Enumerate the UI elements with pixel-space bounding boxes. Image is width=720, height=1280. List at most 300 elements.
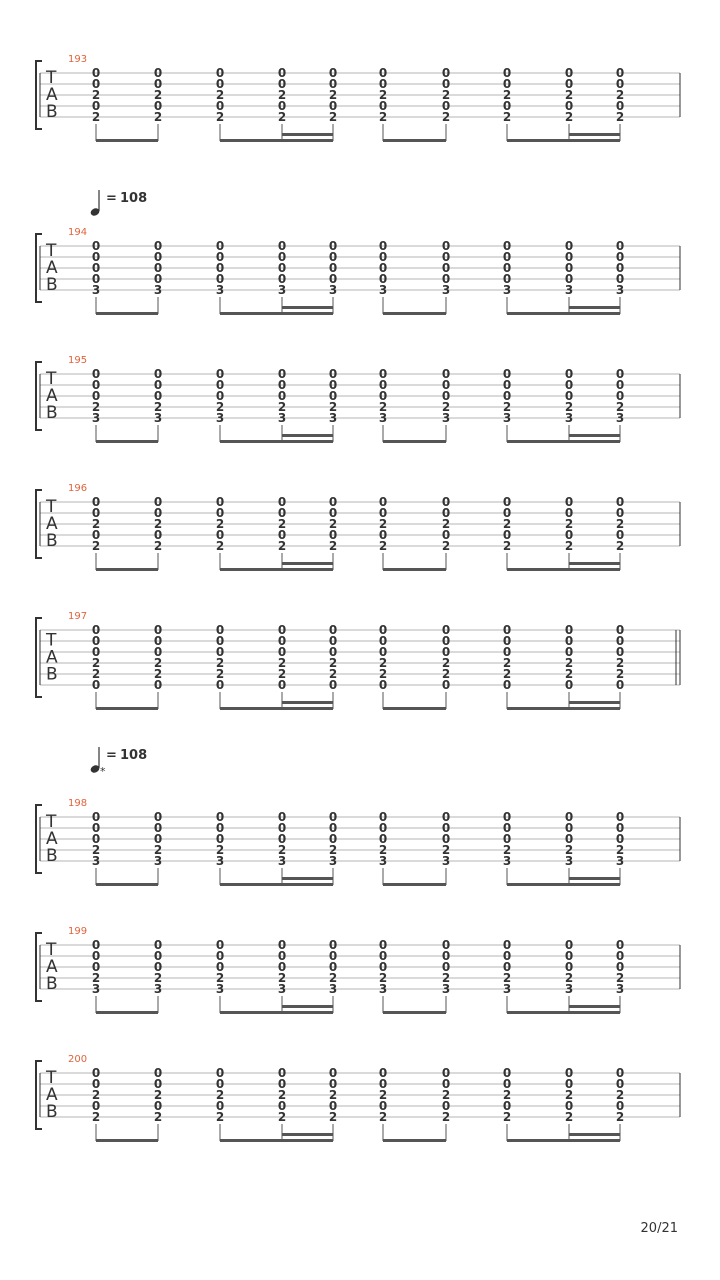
fret-number: 0 bbox=[153, 949, 163, 963]
secondary-beam bbox=[282, 133, 333, 136]
fret-number: 0 bbox=[328, 528, 338, 542]
fret-number: 0 bbox=[502, 261, 512, 275]
fret-number: 0 bbox=[564, 528, 574, 542]
fret-number: 0 bbox=[378, 821, 388, 835]
fret-number: 3 bbox=[502, 854, 512, 868]
tempo-equals: = bbox=[106, 191, 117, 206]
fret-number: 0 bbox=[91, 949, 101, 963]
beam bbox=[220, 883, 333, 886]
fret-number: 0 bbox=[215, 99, 225, 113]
fret-number: 0 bbox=[277, 506, 287, 520]
fret-number: 0 bbox=[215, 239, 225, 253]
fret-number: 0 bbox=[215, 66, 225, 80]
beam bbox=[96, 139, 158, 142]
fret-number: 2 bbox=[215, 667, 225, 681]
fret-number: 3 bbox=[215, 283, 225, 297]
fret-number: 0 bbox=[277, 261, 287, 275]
fret-number: 0 bbox=[615, 250, 625, 264]
fret-number: 3 bbox=[153, 982, 163, 996]
beam bbox=[383, 707, 446, 710]
fret-number: 2 bbox=[378, 400, 388, 414]
fret-number: 2 bbox=[215, 539, 225, 553]
fret-number: 0 bbox=[502, 810, 512, 824]
fret-number: 0 bbox=[441, 528, 451, 542]
fret-number: 0 bbox=[378, 678, 388, 692]
tab-clef-letter: A bbox=[46, 514, 58, 534]
fret-number: 0 bbox=[328, 239, 338, 253]
fret-number: 3 bbox=[441, 854, 451, 868]
fret-number: 0 bbox=[153, 960, 163, 974]
fret-number: 3 bbox=[153, 854, 163, 868]
tab-clef-letter: T bbox=[46, 241, 57, 261]
tab-system bbox=[36, 355, 680, 443]
fret-number: 0 bbox=[564, 821, 574, 835]
fret-number: 0 bbox=[502, 239, 512, 253]
fret-number: 2 bbox=[215, 656, 225, 670]
fret-number: 0 bbox=[441, 250, 451, 264]
tab-system bbox=[36, 483, 680, 571]
tab-system bbox=[36, 1054, 680, 1142]
fret-number: 2 bbox=[91, 88, 101, 102]
fret-number: 0 bbox=[91, 832, 101, 846]
fret-number: 2 bbox=[502, 1088, 512, 1102]
fret-number: 2 bbox=[153, 843, 163, 857]
fret-number: 2 bbox=[378, 656, 388, 670]
fret-number: 0 bbox=[502, 389, 512, 403]
fret-number: 0 bbox=[564, 678, 574, 692]
fret-number: 0 bbox=[328, 645, 338, 659]
fret-number: 2 bbox=[441, 971, 451, 985]
fret-number: 0 bbox=[277, 389, 287, 403]
fret-number: 2 bbox=[378, 1088, 388, 1102]
fret-number: 3 bbox=[378, 982, 388, 996]
tab-clef-letter: A bbox=[46, 258, 58, 278]
fret-number: 2 bbox=[502, 971, 512, 985]
tab-clef-letter: T bbox=[46, 497, 57, 517]
fret-number: 2 bbox=[615, 843, 625, 857]
secondary-beam bbox=[569, 701, 620, 704]
secondary-beam bbox=[282, 562, 333, 565]
fret-number: 0 bbox=[564, 1066, 574, 1080]
fret-number: 0 bbox=[441, 66, 451, 80]
fret-number: 0 bbox=[502, 528, 512, 542]
fret-number: 3 bbox=[91, 982, 101, 996]
fret-number: 0 bbox=[502, 77, 512, 91]
fret-number: 2 bbox=[615, 517, 625, 531]
fret-number: 0 bbox=[153, 261, 163, 275]
fret-number: 0 bbox=[277, 949, 287, 963]
fret-number: 2 bbox=[277, 656, 287, 670]
fret-number: 3 bbox=[277, 411, 287, 425]
fret-number: 0 bbox=[615, 949, 625, 963]
fret-number: 0 bbox=[91, 1077, 101, 1091]
fret-number: 2 bbox=[502, 1110, 512, 1124]
fret-number: 0 bbox=[615, 261, 625, 275]
fret-number: 0 bbox=[615, 810, 625, 824]
fret-number: 2 bbox=[615, 971, 625, 985]
fret-number: 2 bbox=[153, 539, 163, 553]
fret-number: 2 bbox=[277, 110, 287, 124]
fret-number: 0 bbox=[153, 239, 163, 253]
fret-number: 2 bbox=[91, 110, 101, 124]
fret-number: 0 bbox=[153, 821, 163, 835]
tab-clef-letter: B bbox=[46, 664, 58, 685]
fret-number: 0 bbox=[328, 810, 338, 824]
tab-system bbox=[36, 798, 680, 886]
measure-number: 193 bbox=[68, 54, 88, 65]
fret-number: 0 bbox=[91, 389, 101, 403]
fret-number: 0 bbox=[328, 623, 338, 637]
fret-number: 3 bbox=[564, 982, 574, 996]
tempo-asterisk: * bbox=[100, 765, 106, 778]
fret-number: 2 bbox=[153, 971, 163, 985]
tab-clef-letter: A bbox=[46, 85, 58, 105]
fret-number: 2 bbox=[378, 1110, 388, 1124]
fret-number: 0 bbox=[328, 272, 338, 286]
tempo-equals: = bbox=[106, 748, 117, 763]
fret-number: 0 bbox=[215, 506, 225, 520]
fret-number: 0 bbox=[215, 495, 225, 509]
fret-number: 2 bbox=[91, 843, 101, 857]
tab-system bbox=[36, 54, 680, 142]
fret-number: 0 bbox=[91, 261, 101, 275]
fret-number: 0 bbox=[215, 678, 225, 692]
fret-number: 2 bbox=[277, 971, 287, 985]
fret-number: 2 bbox=[564, 667, 574, 681]
fret-number: 0 bbox=[564, 66, 574, 80]
fret-number: 0 bbox=[91, 239, 101, 253]
fret-number: 2 bbox=[215, 110, 225, 124]
fret-number: 0 bbox=[378, 1099, 388, 1113]
fret-number: 0 bbox=[215, 960, 225, 974]
fret-number: 3 bbox=[328, 854, 338, 868]
tab-system bbox=[36, 227, 680, 315]
tab-clef-letter: A bbox=[46, 647, 58, 668]
fret-number: 0 bbox=[441, 389, 451, 403]
fret-number: 3 bbox=[215, 982, 225, 996]
fret-number: 0 bbox=[441, 623, 451, 637]
beam bbox=[507, 1011, 620, 1014]
fret-number: 0 bbox=[328, 960, 338, 974]
fret-number: 0 bbox=[215, 250, 225, 264]
secondary-beam bbox=[569, 1133, 620, 1136]
fret-number: 3 bbox=[328, 411, 338, 425]
tab-clef-letter: B bbox=[46, 531, 58, 551]
secondary-beam bbox=[282, 306, 333, 309]
fret-number: 0 bbox=[615, 821, 625, 835]
fret-number: 0 bbox=[378, 77, 388, 91]
secondary-beam bbox=[569, 434, 620, 437]
fret-number: 3 bbox=[615, 283, 625, 297]
tempo-bpm: 108 bbox=[120, 748, 148, 763]
beam bbox=[507, 139, 620, 142]
fret-number: 0 bbox=[277, 99, 287, 113]
fret-number: 0 bbox=[378, 239, 388, 253]
fret-number: 0 bbox=[153, 634, 163, 648]
beam bbox=[507, 883, 620, 886]
fret-number: 2 bbox=[564, 971, 574, 985]
fret-number: 0 bbox=[615, 960, 625, 974]
fret-number: 2 bbox=[378, 88, 388, 102]
fret-number: 0 bbox=[502, 506, 512, 520]
fret-number: 0 bbox=[564, 623, 574, 637]
beam bbox=[507, 707, 620, 710]
fret-number: 0 bbox=[277, 367, 287, 381]
fret-number: 0 bbox=[615, 378, 625, 392]
fret-number: 0 bbox=[91, 623, 101, 637]
fret-number: 0 bbox=[441, 960, 451, 974]
fret-number: 0 bbox=[328, 367, 338, 381]
fret-number: 3 bbox=[564, 283, 574, 297]
fret-number: 0 bbox=[441, 821, 451, 835]
fret-number: 3 bbox=[502, 982, 512, 996]
fret-number: 0 bbox=[215, 367, 225, 381]
fret-number: 2 bbox=[328, 1110, 338, 1124]
fret-number: 0 bbox=[153, 938, 163, 952]
beam bbox=[383, 883, 446, 886]
fret-number: 0 bbox=[153, 623, 163, 637]
fret-number: 2 bbox=[328, 843, 338, 857]
fret-number: 0 bbox=[277, 528, 287, 542]
fret-number: 0 bbox=[564, 1099, 574, 1113]
fret-number: 0 bbox=[378, 272, 388, 286]
fret-number: 2 bbox=[615, 667, 625, 681]
fret-number: 2 bbox=[91, 400, 101, 414]
beam bbox=[220, 312, 333, 315]
fret-number: 0 bbox=[153, 378, 163, 392]
fret-number: 0 bbox=[153, 506, 163, 520]
secondary-beam bbox=[282, 877, 333, 880]
fret-number: 2 bbox=[564, 656, 574, 670]
fret-number: 0 bbox=[277, 1066, 287, 1080]
fret-number: 3 bbox=[91, 854, 101, 868]
fret-number: 0 bbox=[277, 645, 287, 659]
fret-number: 0 bbox=[502, 678, 512, 692]
fret-number: 0 bbox=[215, 810, 225, 824]
fret-number: 0 bbox=[328, 949, 338, 963]
fret-number: 0 bbox=[378, 528, 388, 542]
beam bbox=[383, 1011, 446, 1014]
beam bbox=[220, 139, 333, 142]
fret-number: 3 bbox=[441, 982, 451, 996]
fret-number: 0 bbox=[277, 66, 287, 80]
tab-clef-letter: B bbox=[46, 275, 58, 295]
fret-number: 2 bbox=[91, 971, 101, 985]
fret-number: 0 bbox=[277, 832, 287, 846]
fret-number: 0 bbox=[564, 378, 574, 392]
fret-number: 0 bbox=[615, 1099, 625, 1113]
fret-number: 0 bbox=[215, 528, 225, 542]
tab-clef-letter: B bbox=[46, 1102, 58, 1122]
tab-clef-letter: B bbox=[46, 846, 58, 866]
fret-number: 0 bbox=[615, 66, 625, 80]
fret-number: 2 bbox=[615, 110, 625, 124]
fret-number: 2 bbox=[502, 667, 512, 681]
fret-number: 0 bbox=[328, 261, 338, 275]
fret-number: 2 bbox=[153, 656, 163, 670]
fret-number: 2 bbox=[153, 110, 163, 124]
fret-number: 0 bbox=[564, 810, 574, 824]
measure-number: 199 bbox=[68, 926, 88, 937]
fret-number: 0 bbox=[215, 938, 225, 952]
fret-number: 0 bbox=[277, 77, 287, 91]
fret-number: 0 bbox=[615, 528, 625, 542]
fret-number: 0 bbox=[91, 367, 101, 381]
beam bbox=[507, 1139, 620, 1142]
fret-number: 3 bbox=[502, 411, 512, 425]
fret-number: 2 bbox=[441, 667, 451, 681]
fret-number: 0 bbox=[615, 678, 625, 692]
fret-number: 3 bbox=[378, 854, 388, 868]
fret-number: 0 bbox=[502, 1077, 512, 1091]
fret-number: 0 bbox=[153, 832, 163, 846]
fret-number: 0 bbox=[441, 634, 451, 648]
fret-number: 0 bbox=[277, 623, 287, 637]
tab-clef-letter: T bbox=[46, 1068, 57, 1088]
fret-number: 3 bbox=[441, 283, 451, 297]
beam bbox=[220, 1139, 333, 1142]
measure-number: 200 bbox=[68, 1054, 88, 1065]
fret-number: 0 bbox=[215, 634, 225, 648]
fret-number: 0 bbox=[441, 506, 451, 520]
fret-number: 2 bbox=[215, 88, 225, 102]
fret-number: 0 bbox=[328, 821, 338, 835]
fret-number: 0 bbox=[502, 938, 512, 952]
fret-number: 3 bbox=[215, 411, 225, 425]
fret-number: 0 bbox=[615, 938, 625, 952]
beam bbox=[96, 312, 158, 315]
fret-number: 0 bbox=[153, 99, 163, 113]
fret-number: 0 bbox=[502, 495, 512, 509]
fret-number: 0 bbox=[502, 634, 512, 648]
fret-number: 0 bbox=[441, 239, 451, 253]
fret-number: 2 bbox=[564, 400, 574, 414]
measure-number: 197 bbox=[68, 611, 88, 622]
tab-clef-letter: T bbox=[46, 940, 57, 960]
fret-number: 3 bbox=[564, 411, 574, 425]
tab-system bbox=[36, 926, 680, 1014]
fret-number: 0 bbox=[215, 623, 225, 637]
fret-number: 3 bbox=[277, 982, 287, 996]
fret-number: 0 bbox=[615, 99, 625, 113]
beam bbox=[96, 883, 158, 886]
fret-number: 2 bbox=[441, 843, 451, 857]
fret-number: 0 bbox=[277, 938, 287, 952]
fret-number: 0 bbox=[153, 1099, 163, 1113]
fret-number: 0 bbox=[378, 938, 388, 952]
fret-number: 0 bbox=[564, 832, 574, 846]
fret-number: 2 bbox=[378, 539, 388, 553]
beam bbox=[96, 568, 158, 571]
fret-number: 2 bbox=[615, 1110, 625, 1124]
fret-number: 0 bbox=[91, 66, 101, 80]
fret-number: 2 bbox=[564, 843, 574, 857]
fret-number: 2 bbox=[564, 539, 574, 553]
fret-number: 0 bbox=[441, 1077, 451, 1091]
fret-number: 0 bbox=[153, 528, 163, 542]
fret-number: 0 bbox=[378, 495, 388, 509]
fret-number: 0 bbox=[91, 99, 101, 113]
fret-number: 2 bbox=[502, 656, 512, 670]
fret-number: 0 bbox=[153, 77, 163, 91]
fret-number: 0 bbox=[502, 367, 512, 381]
tab-clef-letter: T bbox=[46, 369, 57, 389]
fret-number: 2 bbox=[153, 667, 163, 681]
secondary-beam bbox=[282, 1133, 333, 1136]
fret-number: 0 bbox=[564, 634, 574, 648]
secondary-beam bbox=[569, 133, 620, 136]
fret-number: 0 bbox=[91, 821, 101, 835]
fret-number: 0 bbox=[328, 389, 338, 403]
fret-number: 2 bbox=[215, 843, 225, 857]
fret-number: 0 bbox=[378, 960, 388, 974]
fret-number: 0 bbox=[564, 938, 574, 952]
beam bbox=[96, 1139, 158, 1142]
fret-number: 0 bbox=[615, 832, 625, 846]
fret-number: 0 bbox=[615, 367, 625, 381]
fret-number: 0 bbox=[215, 821, 225, 835]
fret-number: 0 bbox=[502, 66, 512, 80]
fret-number: 0 bbox=[328, 77, 338, 91]
fret-number: 0 bbox=[328, 1077, 338, 1091]
tempo-mark bbox=[89, 190, 147, 217]
beam bbox=[220, 440, 333, 443]
fret-number: 2 bbox=[277, 517, 287, 531]
fret-number: 0 bbox=[328, 378, 338, 392]
fret-number: 3 bbox=[153, 283, 163, 297]
fret-number: 0 bbox=[441, 678, 451, 692]
secondary-beam bbox=[569, 562, 620, 565]
fret-number: 0 bbox=[328, 938, 338, 952]
fret-number: 2 bbox=[328, 400, 338, 414]
fret-number: 2 bbox=[328, 656, 338, 670]
fret-number: 0 bbox=[91, 645, 101, 659]
fret-number: 0 bbox=[502, 645, 512, 659]
beam bbox=[383, 440, 446, 443]
fret-number: 0 bbox=[153, 1066, 163, 1080]
fret-number: 2 bbox=[153, 400, 163, 414]
beam bbox=[220, 1011, 333, 1014]
secondary-beam bbox=[569, 877, 620, 880]
fret-number: 2 bbox=[153, 1110, 163, 1124]
fret-number: 0 bbox=[615, 272, 625, 286]
fret-number: 2 bbox=[215, 1088, 225, 1102]
tab-clef-letter: T bbox=[46, 68, 57, 88]
fret-number: 0 bbox=[564, 77, 574, 91]
fret-number: 2 bbox=[328, 1088, 338, 1102]
fret-number: 0 bbox=[564, 495, 574, 509]
fret-number: 0 bbox=[91, 250, 101, 264]
fret-number: 0 bbox=[378, 949, 388, 963]
fret-number: 2 bbox=[564, 110, 574, 124]
fret-number: 0 bbox=[441, 938, 451, 952]
fret-number: 0 bbox=[277, 634, 287, 648]
fret-number: 0 bbox=[441, 495, 451, 509]
fret-number: 0 bbox=[378, 634, 388, 648]
page-number: 20/21 bbox=[640, 1221, 678, 1236]
fret-number: 0 bbox=[564, 250, 574, 264]
fret-number: 0 bbox=[502, 821, 512, 835]
fret-number: 2 bbox=[215, 400, 225, 414]
fret-number: 2 bbox=[328, 667, 338, 681]
beam bbox=[507, 440, 620, 443]
fret-number: 2 bbox=[328, 971, 338, 985]
fret-number: 0 bbox=[564, 239, 574, 253]
fret-number: 0 bbox=[328, 832, 338, 846]
fret-number: 0 bbox=[277, 1077, 287, 1091]
fret-number: 2 bbox=[91, 656, 101, 670]
fret-number: 0 bbox=[277, 272, 287, 286]
